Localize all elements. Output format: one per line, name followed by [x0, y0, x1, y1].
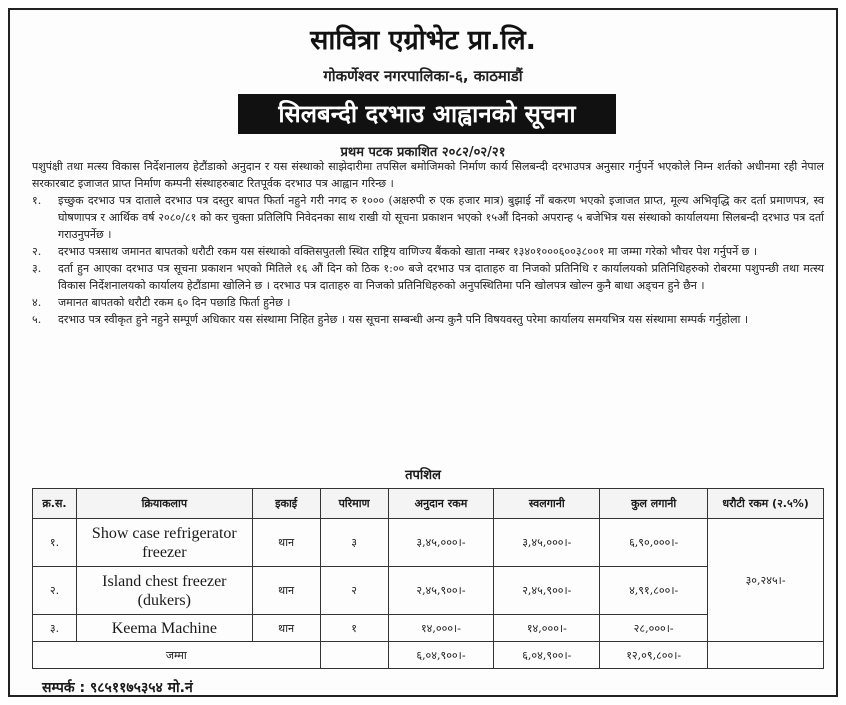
schedule-table [32, 488, 824, 669]
condition-item [32, 192, 824, 243]
cell-self-investment: १४,०००।- [494, 615, 600, 642]
table-total-row [33, 642, 824, 669]
cell-grant: ३,४५,०००।- [388, 519, 494, 567]
condition-number: ३. [32, 262, 42, 275]
table-row [33, 519, 824, 567]
cell-self-investment: ३,४५,०००।- [494, 519, 600, 567]
header-grant: अनुदान रकम [388, 489, 494, 519]
header-total-investment: कुल लगानी [600, 489, 708, 519]
condition-text: दरभाउ पत्र स्वीकृत हुने नहुने सम्पूर्ण अधिकार यस संस्थामा निहित हुनेछ । यस सूचना सम्बन्धी अन्य कुनै पनि विषयवस्तु परेमा कार्यालय समयभित्र यस संस्थामा सम्पर्क गर्नुहोला । [58, 313, 749, 326]
cell-unit: थान [252, 615, 320, 642]
condition-number: २. [32, 245, 42, 258]
header-deposit: धरौटी रकम (२.५%) [708, 489, 824, 519]
cell-unit: थान [252, 567, 320, 615]
intro-paragraph: पशुपंक्षी तथा मत्स्य विकास निर्देशनालय हेटौंडाको अनुदान र यस संस्थाको साझेदारीमा तपसिल बमोजिमको निर्माण कार्य सिलबन्दी दरभाउपत्र अनुसार गर्नुपर्ने भएकोले निम्न शर्तको अधीनमा रही नेपाल सरकारबाट इजाजत प्राप्त निर्माण कम्पनी संस्थाहरुबाट रितपूर्वक दरभाउ पत्र आह्वान गरिन्छ । [32, 160, 824, 190]
notice-body [32, 158, 824, 328]
contact-info: सम्पर्क : ९८५११७५३५४ मो.नं [42, 680, 193, 696]
cell-sn: ३. [33, 615, 77, 642]
condition-number: ४. [32, 296, 42, 309]
total-investment: १२,०९,८००।- [600, 642, 708, 669]
notice-title: सिलबन्दी दरभाउ आह्वानको सूचना [238, 94, 616, 134]
header-sn: क्र.स. [33, 489, 77, 519]
cell-activity: Island chest freezer (dukers) [76, 567, 252, 615]
condition-item [32, 243, 824, 260]
notice-frame [8, 8, 838, 697]
condition-item [32, 311, 824, 328]
condition-item [32, 260, 824, 294]
condition-text: जमानत बापतको धरौटी रकम ६० दिन पछाडि फिर्ता हुनेछ । [58, 296, 291, 309]
table-row [33, 567, 824, 615]
total-grant: ६,०४,९००।- [388, 642, 494, 669]
condition-text: दर्ता हुन आएका दरभाउ पत्र सूचना प्रकाशन भएको मितिले १६ औं दिन को ठिक १:०० बजे दरभाउ पत्र दाताहरु वा निजको प्रतिनिधि र कार्यालयको प्रतिनिधिहरुको रोबरमा पशुपन्छी तथा मत्स्य विकास निर्देशनालयको कार्यालय हेटौंडामा खोलिने छ । दरभाउ पत्र दाताहरु वा निजको प्रतिनिधिहरुको अनुपस्थितिमा पनि खोलपत्र खोल्न कुनै बाधा अड्चन हुने छैन । [58, 262, 824, 292]
cell-grant: १४,०००।- [388, 615, 494, 642]
condition-text: इच्छुक दरभाउ पत्र दाताले दरभाउ पत्र दस्तुर बापत फिर्ता नहुने गरी नगद रु १००० (अक्षरुपी रु एक हजार मात्र) बुझाई नाँ बकरण भएको इजाजत प्राप्त, मूल्य अभिवृद्धि कर दर्ता प्रमाणपत्र, स्व घोषणापत्र र आर्थिक वर्ष २०८०/८१ को कर चुक्ता प्रतिलिपि निवेदनका साथ राखी यो सूचना प्रकाशन भएको १५औं दिनको अपरान्ह ५ बजेभित्र यस संस्थाको कार्यालयमा सिलबन्दी दरभाउ पत्र दर्ता गराउनुपर्नेछ । [58, 194, 824, 241]
cell-quantity: ३ [320, 519, 388, 567]
table-header-row [33, 489, 824, 519]
publication-date: प्रथम पटक प्रकाशित २०८२/०२/२१ [340, 145, 506, 160]
condition-number: ५. [32, 313, 42, 326]
schedule-heading: तपशिल [405, 468, 441, 483]
cell-quantity: २ [320, 567, 388, 615]
organization-address: गोकर्णेश्वर नगरपालिका-६, काठमाडौं [323, 67, 523, 85]
cell-quantity: १ [320, 615, 388, 642]
header-quantity: परिमाण [320, 489, 388, 519]
table-row [33, 615, 824, 642]
condition-text: दरभाउ पत्रसाथ जमानत बापतको धरौटी रकम यस संस्थाको वक्तिसपुतली स्थित राष्ट्रिय वाणिज्य बैंकको खाता नम्बर १३४०१०००६००३८००१ मा जम्मा गरेको भौचर पेश गर्नुपर्ने छ । [58, 245, 758, 258]
cell-total-investment: २८,०००।- [600, 615, 708, 642]
cell-self-investment: २,४५,९००।- [494, 567, 600, 615]
cell-activity: Keema Machine [76, 615, 252, 642]
total-label: जम्मा [33, 642, 321, 669]
header-activity: क्रियाकलाप [76, 489, 252, 519]
cell-grant: २,४५,९००।- [388, 567, 494, 615]
total-deposit-empty [708, 642, 824, 669]
cell-activity: Show case refrigerator freezer [76, 519, 252, 567]
total-quantity-empty [320, 642, 388, 669]
cell-sn: २. [33, 567, 77, 615]
cell-total-investment: ४,९१,८००।- [600, 567, 708, 615]
cell-sn: १. [33, 519, 77, 567]
cell-deposit-amount: ३०,२४५।- [708, 519, 824, 642]
total-self-investment: ६,०४,९००।- [494, 642, 600, 669]
header-unit: इकाई [252, 489, 320, 519]
condition-number: १. [32, 194, 42, 207]
condition-item [32, 294, 824, 311]
cell-unit: थान [252, 519, 320, 567]
header-self-investment: स्वलगानी [494, 489, 600, 519]
organization-name: सावित्रा एग्रोभेट प्रा.लि. [310, 25, 536, 56]
cell-total-investment: ६,९०,०००।- [600, 519, 708, 567]
